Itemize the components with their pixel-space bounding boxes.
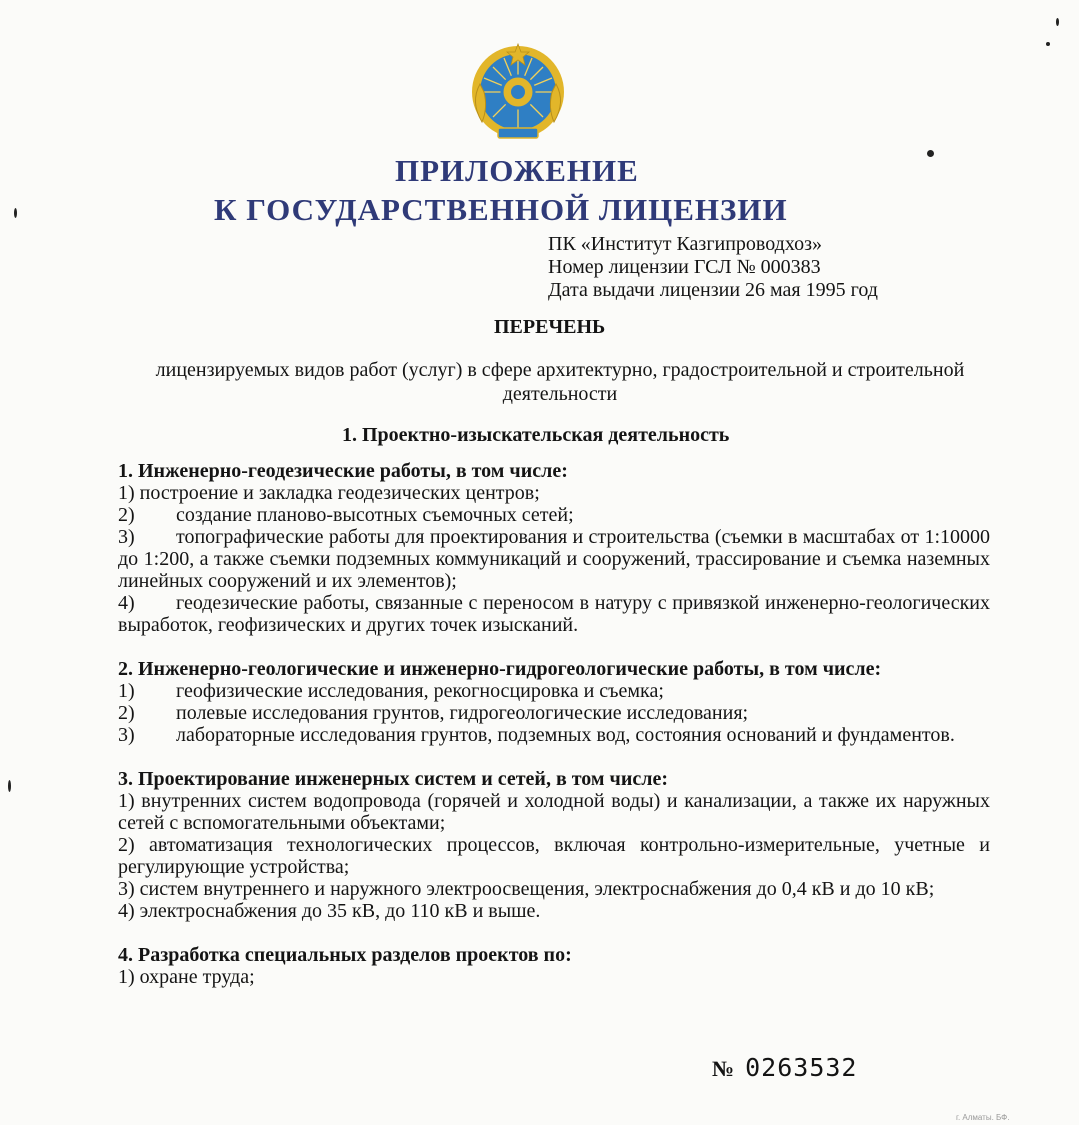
scan-speck	[1056, 18, 1059, 26]
list-item: 1) геофизические исследования, рекогносцировка и съемка;	[118, 680, 664, 702]
list-item: 4) электроснабжения до 35 кВ, до 110 кВ и выше.	[118, 900, 541, 922]
scan-speck	[8, 780, 11, 792]
group-1-title: 1. Инженерно-геодезические работы, в том числе:	[118, 460, 568, 482]
item-number: 4)	[118, 592, 135, 614]
scan-speck	[14, 208, 17, 218]
list-item: 1) внутренних систем водопровода (горячей и холодной воды) и канализации, а также их наружных сетей с вспомогательными объектами;	[118, 790, 990, 834]
list-item: 3) лабораторные исследования грунтов, подземных вод, состояния оснований и фундаментов.	[118, 724, 955, 746]
list-item: 2) создание планово-высотных съемочных сетей;	[118, 504, 574, 526]
printer-imprint: г. Алматы. БФ.	[956, 1113, 1010, 1122]
scan-speck	[1046, 42, 1050, 46]
scan-speck	[927, 150, 934, 157]
license-number: Номер лицензии ГСЛ № 000383	[548, 256, 821, 278]
state-emblem-icon	[462, 42, 574, 146]
list-subtitle: лицензируемых видов работ (услуг) в сфере архитектурно, градостроительной и строительной деятельности	[155, 359, 965, 405]
list-item: 2) полевые исследования грунтов, гидрогеологические исследования;	[118, 702, 749, 724]
list-item: 3) систем внутреннего и наружного электроосвещения, электроснабжения до 0,4 кВ и до 10 кВ;	[118, 878, 935, 900]
item-number: 2)	[118, 504, 135, 526]
item-number: 3)	[118, 724, 135, 746]
section-heading: 1. Проектно-изыскательская деятельность	[342, 424, 730, 446]
group-2-title: 2. Инженерно-геологические и инженерно-гидрогеологические работы, в том числе:	[118, 658, 882, 680]
license-issue-date: Дата выдачи лицензии 26 мая 1995 год	[548, 279, 878, 301]
form-number	[712, 1053, 857, 1082]
license-holder: ПК «Институт Казгипроводхоз»	[548, 233, 822, 255]
form-number-value: 0263532	[745, 1053, 858, 1082]
list-item: 3) топографические работы для проектирования и строительства (съемки в масштабах от 1:10000 до 1:200, а также съемки подземных коммуникаций и сооружений, трассирование и съемка наземных линейных сооружений и их элементов);	[118, 526, 990, 592]
number-sign: №	[712, 1056, 736, 1081]
group-4-title: 4. Разработка специальных разделов проектов по:	[118, 944, 572, 966]
item-number: 3)	[118, 526, 135, 548]
work-list	[118, 460, 990, 988]
list-heading: ПЕРЕЧЕНЬ	[494, 316, 606, 338]
group-3-title: 3. Проектирование инженерных систем и сетей, в том числе:	[118, 768, 668, 790]
list-item: 2) автоматизация технологических процессов, включая контрольно-измерительные, учетные и регулирующие устройства;	[118, 834, 990, 878]
title-line-1: ПРИЛОЖЕНИЕ	[395, 153, 639, 188]
item-number: 2)	[118, 702, 135, 724]
list-item: 4) геодезические работы, связанные с переносом в натуру с привязкой инженерно-геологических выработок, геофизических и других точек изысканий.	[118, 592, 990, 636]
list-item: 1) построение и закладка геодезических центров;	[118, 482, 540, 504]
item-number: 1)	[118, 680, 135, 702]
title-line-2: К ГОСУДАРСТВЕННОЙ ЛИЦЕНЗИИ	[214, 192, 788, 227]
list-item: 1) охране труда;	[118, 966, 255, 988]
